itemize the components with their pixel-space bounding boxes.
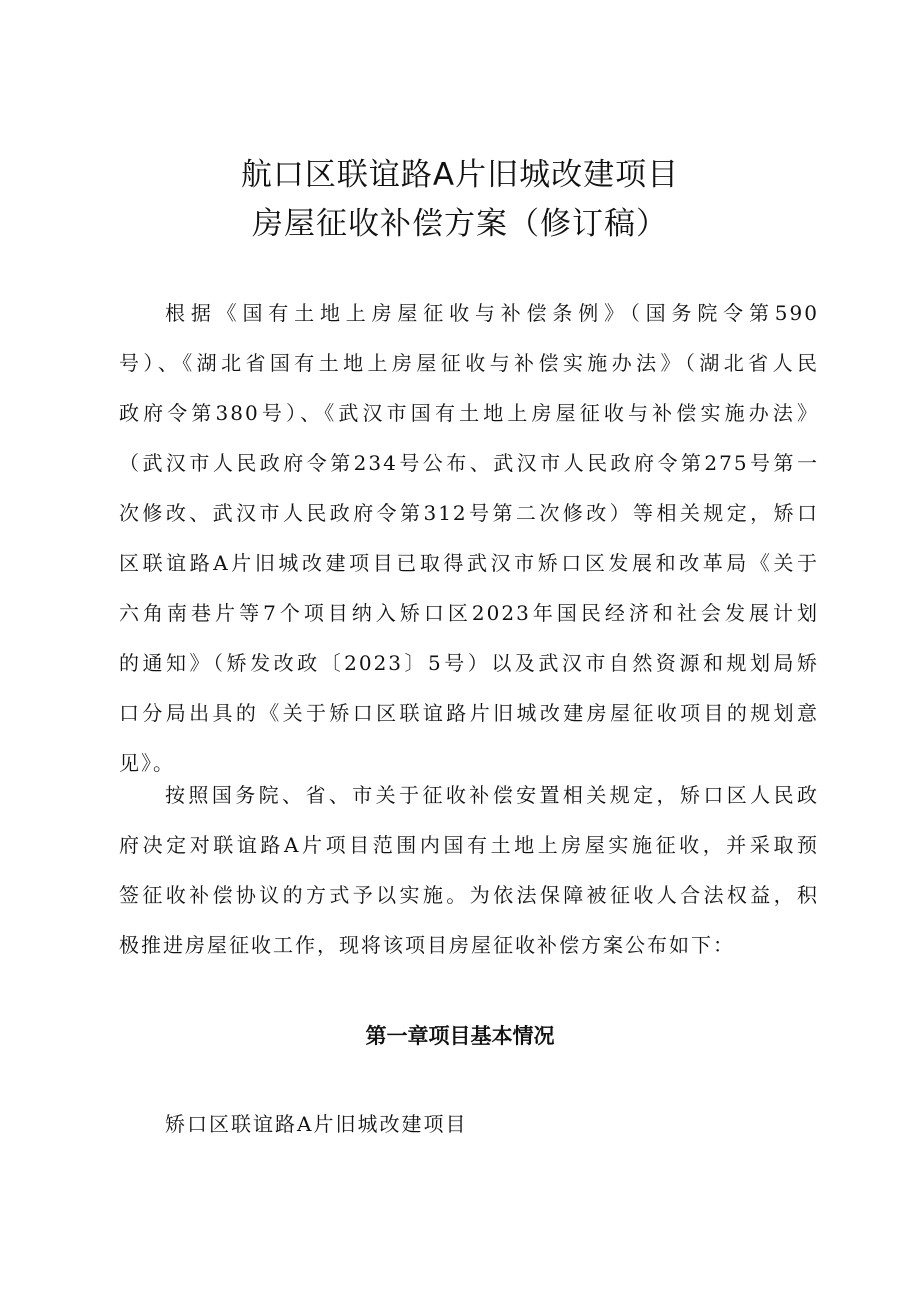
chapter-heading: 第一章项目基本情况: [365, 1024, 555, 1048]
paragraph-line: 府决定对联谊路A片项目范围内国有土地上房屋实施征收，并采取预: [119, 833, 819, 857]
paragraph-line: 的通知》（矫发改政〔2023〕5号）以及武汉市自然资源和规划局矫: [119, 651, 819, 675]
paragraph-line: 按照国务院、省、市关于征收补偿安置相关规定，矫口区人民政: [165, 783, 819, 807]
document-title-line-1: 航口区联谊路A片旧城改建项目: [240, 157, 680, 193]
paragraph-line: 政府令第380号）、《武汉市国有土地上房屋征收与补偿实施办法》: [119, 401, 819, 425]
project-name: 矫口区联谊路A片旧城改建项目: [165, 1112, 468, 1136]
document-title-line-2: 房屋征收补偿方案（修订稿）: [252, 206, 668, 242]
paragraph-line: 六角南巷片等7个项目纳入矫口区2023年国民经济和社会发展计划: [119, 601, 819, 625]
paragraph-line: 区联谊路A片旧城改建项目已取得武汉市矫口区发展和改革局《关于: [119, 551, 819, 575]
paragraph-legal-basis: [119, 288, 819, 788]
paragraph-line: 号）、《湖北省国有土地上房屋征收与补偿实施办法》（湖北省人民: [119, 351, 819, 375]
paragraph-line: 见》。: [119, 751, 175, 775]
paragraph-line: 根据《国有土地上房屋征收与补偿条例》（国务院令第590: [165, 301, 819, 325]
paragraph-line: 极推进房屋征收工作，现将该项目房屋征收补偿方案公布如下：: [119, 933, 735, 957]
paragraph-decision: [119, 770, 819, 970]
paragraph-line: （武汉市人民政府令第234号公布、武汉市人民政府令第275号第一: [119, 451, 819, 475]
paragraph-line: 次修改、武汉市人民政府令第312号第二次修改）等相关规定，矫口: [119, 501, 819, 525]
paragraph-line: 口分局出具的《关于矫口区联谊路片旧城改建房屋征收项目的规划意: [119, 701, 819, 725]
paragraph-line: 签征收补偿协议的方式予以实施。为依法保障被征收人合法权益，积: [119, 883, 819, 907]
